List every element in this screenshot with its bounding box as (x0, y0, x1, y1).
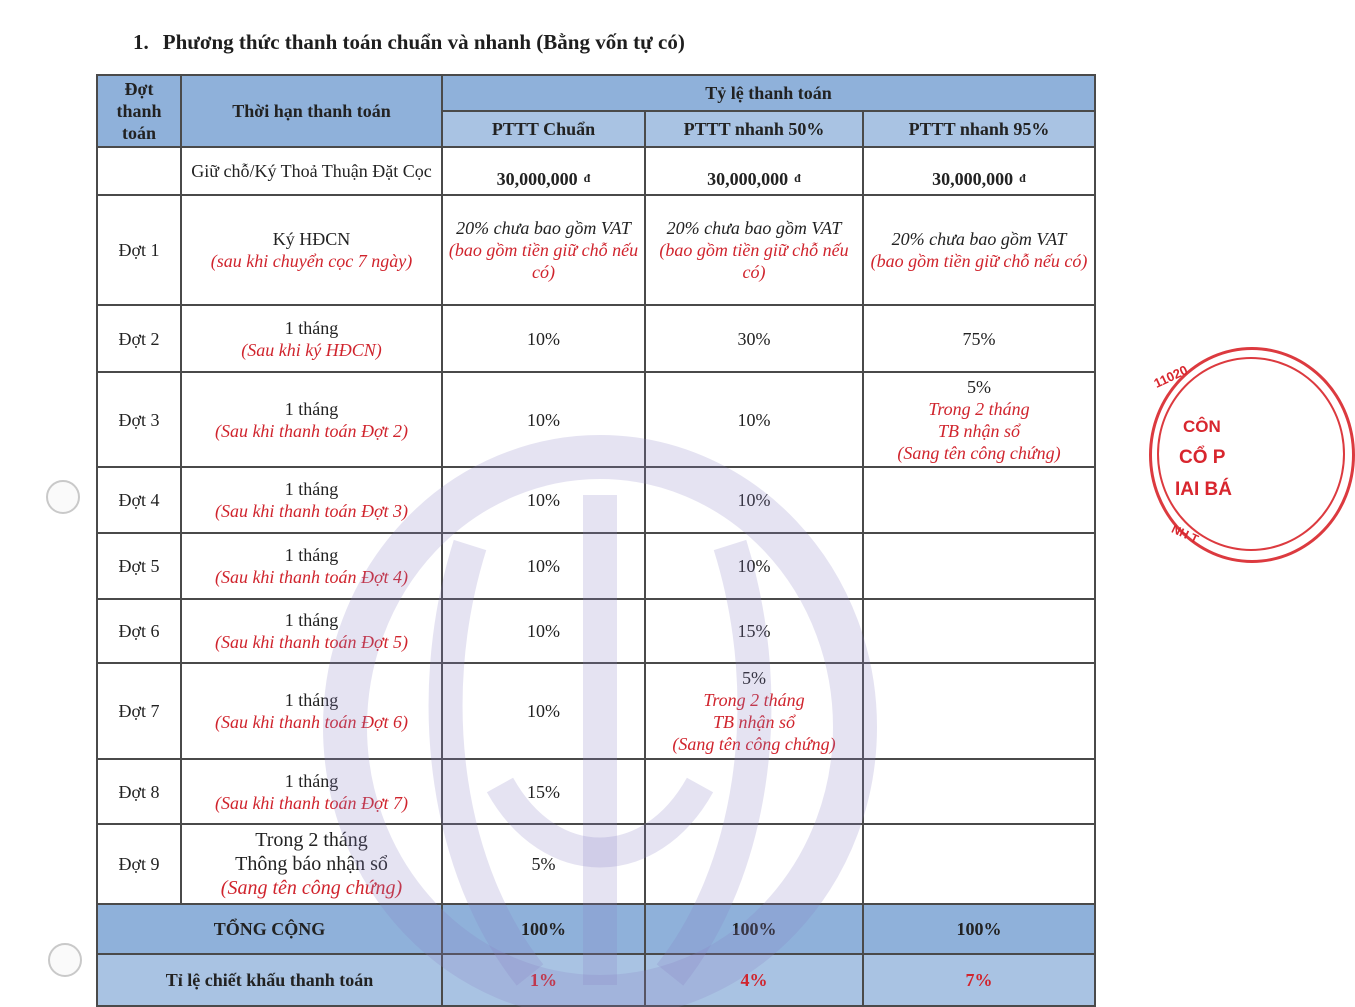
total-row (97, 904, 1095, 954)
batch-label: Đợt 1 (97, 195, 181, 305)
company-stamp: 11020 CÔN CỔ P IAI BÁ NH T (1143, 345, 1200, 575)
total-standard: 100% (442, 904, 645, 954)
discount-fast-50: 4% (645, 954, 863, 1006)
page-heading (133, 30, 685, 55)
table-row: Đợt 1 Ký HĐCN (sau khi chuyển cọc 7 ngày) 20% chưa bao gồm VAT (bao gồm tiền giữ chỗ nếu có) 20% chưa bao gồm VAT (bao gồm tiền giữ chỗ nếu có) 20% chưa bao gồm VAT (bao gồm tiền giữ chỗ nếu có) (97, 195, 1095, 305)
table-row: Đợt 4 1 tháng (Sau khi thanh toán Đợt 3) 10% 10% (97, 467, 1095, 533)
batch-label: Đợt 6 (97, 599, 181, 663)
batch-label: Đợt 3 (97, 372, 181, 467)
table-row: Đợt 5 1 tháng (Sau khi thanh toán Đợt 4) 10% 10% (97, 533, 1095, 599)
discount-label: Tỉ lệ chiết khấu thanh toán (97, 954, 442, 1006)
table-row-deposit (97, 147, 1095, 195)
punch-hole-top (46, 480, 80, 514)
heading-title: Phương thức thanh toán chuẩn và nhanh (Bằng vốn tự có) (162, 30, 685, 54)
batch-label: Đợt 4 (97, 467, 181, 533)
batch-label: Đợt 9 (97, 824, 181, 904)
table-row: Đợt 6 1 tháng (Sau khi thanh toán Đợt 5) 10% 15% (97, 599, 1095, 663)
payment-schedule-table (96, 74, 1096, 1007)
heading-number: 1. (133, 30, 149, 54)
deposit-standard: 30,000,000 đ (442, 147, 645, 195)
header-fast-50: PTTT nhanh 50% (645, 111, 863, 147)
discount-fast-95: 7% (863, 954, 1095, 1006)
discount-row (97, 954, 1095, 1006)
deposit-term: Giữ chỗ/Ký Thoả Thuận Đặt Cọc (181, 147, 442, 195)
batch-label: Đợt 2 (97, 305, 181, 372)
header-term: Thời hạn thanh toán (181, 75, 442, 147)
total-fast-50: 100% (645, 904, 863, 954)
table-row: Đợt 9 Trong 2 tháng Thông báo nhận sổ (Sang tên công chứng) 5% (97, 824, 1095, 904)
header-rate: Tỷ lệ thanh toán (442, 75, 1095, 111)
table-row: Đợt 3 1 tháng (Sau khi thanh toán Đợt 2) 10% 10% 5% Trong 2 tháng TB nhận sổ (Sang tên công chứng) (97, 372, 1095, 467)
table-row: Đợt 2 1 tháng (Sau khi ký HĐCN) 10% 30% 75% (97, 305, 1095, 372)
deposit-fast-95: 30,000,000 đ (863, 147, 1095, 195)
header-standard: PTTT Chuẩn (442, 111, 645, 147)
batch-label: Đợt 7 (97, 663, 181, 759)
punch-hole-bottom (48, 943, 82, 977)
batch-label: Đợt 5 (97, 533, 181, 599)
total-fast-95: 100% (863, 904, 1095, 954)
header-batch: Đợt thanh toán (97, 75, 181, 147)
header-fast-95: PTTT nhanh 95% (863, 111, 1095, 147)
batch-label: Đợt 8 (97, 759, 181, 824)
table-row: Đợt 7 1 tháng (Sau khi thanh toán Đợt 6) 10% 5% Trong 2 tháng TB nhận sổ (Sang tên công chứng) (97, 663, 1095, 759)
table-row: Đợt 8 1 tháng (Sau khi thanh toán Đợt 7) 15% (97, 759, 1095, 824)
deposit-fast-50: 30,000,000 đ (645, 147, 863, 195)
discount-standard: 1% (442, 954, 645, 1006)
total-label: TỔNG CỘNG (97, 904, 442, 954)
